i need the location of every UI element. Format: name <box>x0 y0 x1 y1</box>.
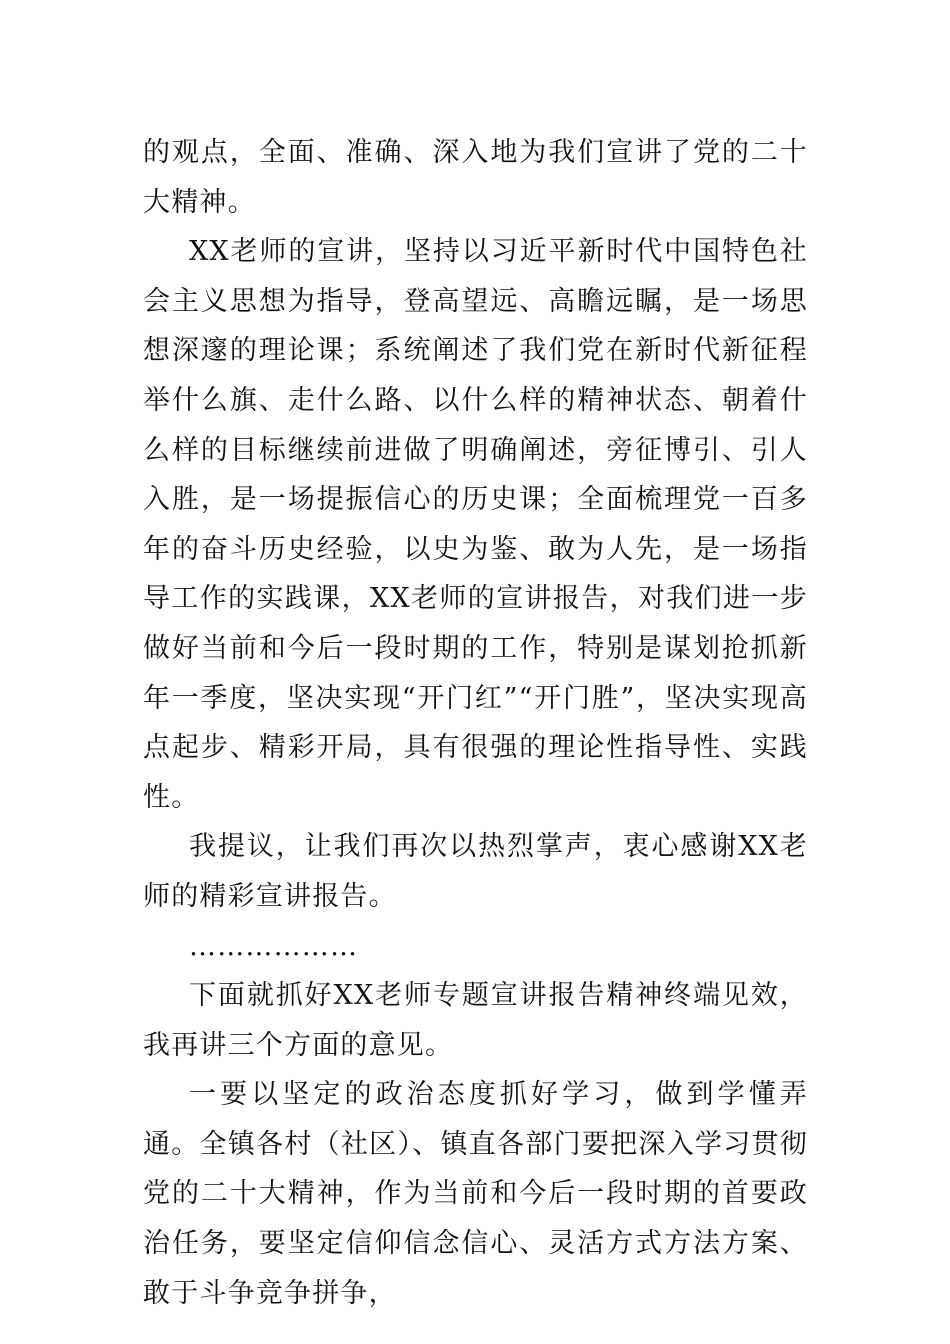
paragraph-continuation: 的观点，全面、准确、深入地为我们宣讲了党的二十大精神。 <box>143 137 808 218</box>
paragraph-point-one: 一要以坚定的政治态度抓好学习，做到学懂弄通。全镇各村（社区）、镇直各部门要把深入学习贯彻党的二十大精神，作为当前和今后一段时期的首要政治任务，要坚定信仰信念信心、灵活方式方法方案、敢于斗争竞争拼争， <box>143 1079 808 1309</box>
paragraph-lecture-summary: XX老师的宣讲，坚持以习近平新时代中国特色社会主义思想为指导，登高望远、高瞻远瞩，是一场思想深邃的理论课；系统阐述了我们党在新时代新征程举什么旗、走什么路、以什么样的精神状态、朝着什么样的目标继续前进做了明确阐述，旁征博引、引人入胜，是一场提振信心的历史课；全面梳理党一百多年的奋斗历史经验，以史为鉴、敢为人先，是一场指导工作的实践课，XX老师的宣讲报告，对我们进一步做好当前和今后一段时期的工作，特别是谋划抢抓新年一季度，坚决实现“开门红”“开门胜”，坚决实现高点起步、精彩开局，具有很强的理论性指导性、实践性。 <box>143 236 808 813</box>
paragraph-opinions-intro: 下面就抓好XX老师专题宣讲报告精神终端见效，我再讲三个方面的意见。 <box>143 980 808 1061</box>
paragraph-ellipsis: ……………… <box>189 930 359 962</box>
paragraph-applause-proposal: 我提议，让我们再次以热烈掌声，衷心感谢XX老师的精彩宣讲报告。 <box>143 831 808 912</box>
document-body <box>143 128 808 1318</box>
